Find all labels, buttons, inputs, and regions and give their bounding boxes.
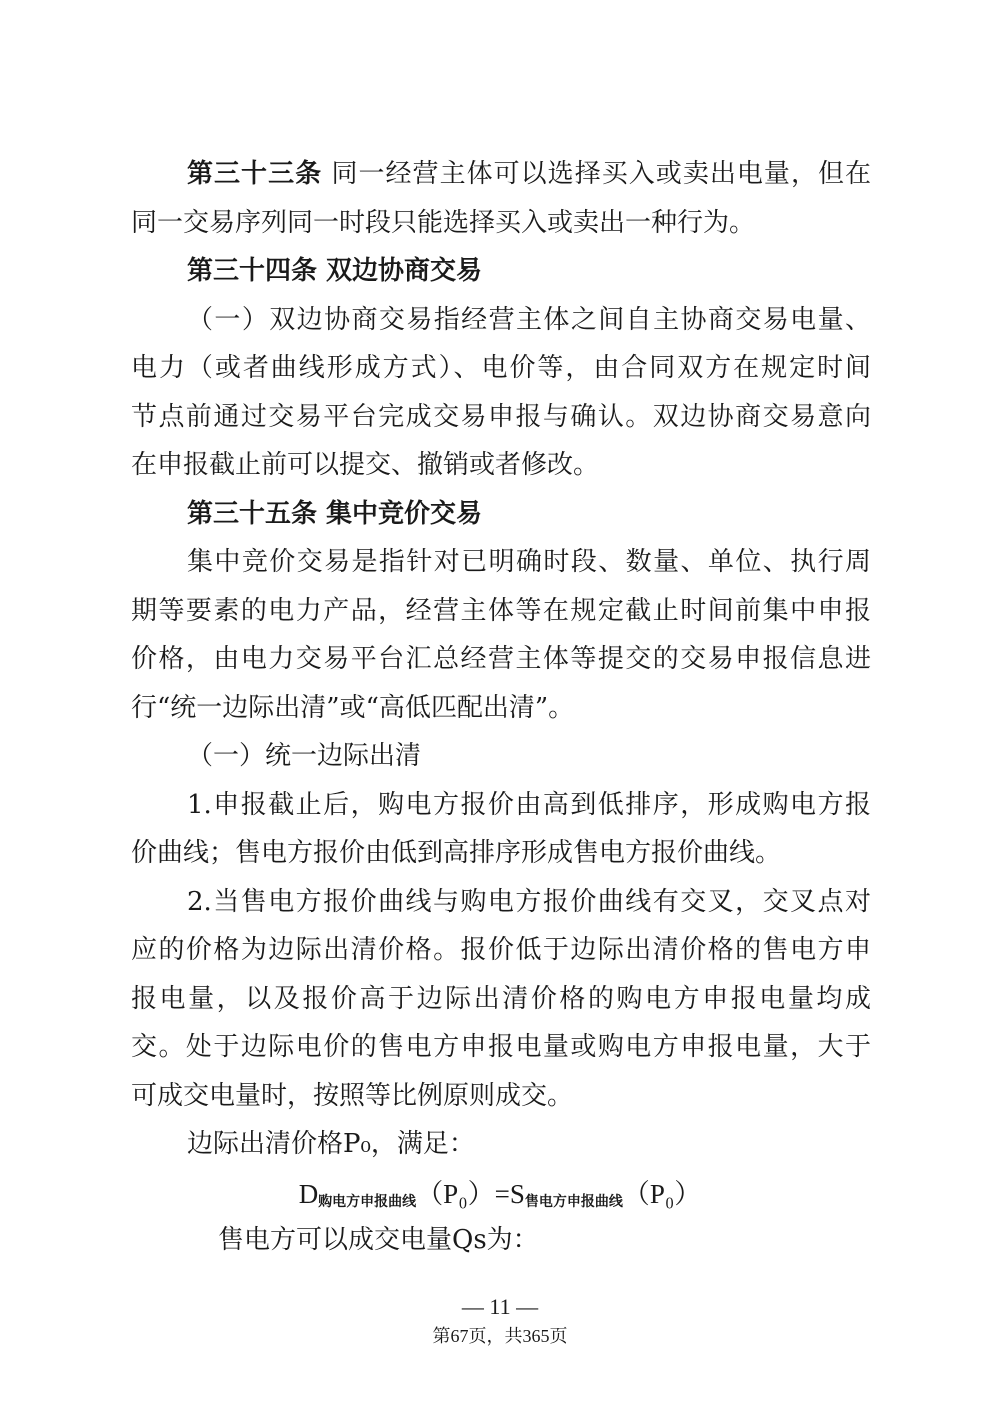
- paragraph-line: [131, 538, 871, 587]
- line-text: 2.当售电方报价曲线与购电方报价曲线有交叉，交叉点对: [187, 886, 871, 917]
- paragraph-line: [131, 732, 871, 781]
- paragraph-line: [131, 199, 871, 248]
- line-text: 电力（或者曲线形成方式）、电价等，由合同双方在规定时间: [131, 353, 871, 383]
- paragraph-line: [131, 829, 871, 878]
- formula-d: D: [298, 1179, 319, 1209]
- formula-middle: （P₀）=S: [416, 1179, 525, 1209]
- paragraph-line: [131, 926, 871, 975]
- paragraph-line: [131, 296, 871, 345]
- line-text: 1.申报截止后，购电方报价由高到低排序，形成购电方报: [187, 789, 871, 820]
- paragraph-line: [131, 1023, 871, 1072]
- formula-end: （P₀）: [622, 1179, 702, 1209]
- article-heading: 第三十五条 集中竞价交易: [187, 498, 483, 529]
- paragraph-line: [131, 635, 871, 684]
- paragraph-line: [131, 247, 871, 296]
- line-text: 同一交易序列同一时段只能选择买入或卖出一种行为。: [131, 207, 756, 238]
- document-body: [131, 150, 871, 1169]
- article-heading: 第三十四条 双边协商交易: [187, 256, 483, 286]
- paragraph-line: 售电方可以成交电量Qs为：: [218, 1225, 539, 1255]
- paragraph-line: [131, 975, 871, 1024]
- paragraph-line: [131, 684, 871, 733]
- line-text: 可成交电量时，按照等比例原则成交。: [131, 1080, 574, 1111]
- paragraph-line: [131, 1120, 871, 1169]
- line-text: 价曲线；售电方报价由低到高排序形成售电方报价曲线。: [131, 838, 782, 868]
- clearing-price-formula: [0, 1172, 1000, 1211]
- line-text: 应的价格为边际出清价格。报价低于边际出清价格的售电方申: [131, 935, 871, 965]
- line-text: 在申报截止前可以提交、撤销或者修改。: [131, 450, 600, 480]
- article-heading: 第三十三条: [187, 159, 323, 189]
- paragraph-line: [131, 344, 871, 393]
- line-text: 同一经营主体可以选择买入或卖出电量，但在: [322, 159, 871, 189]
- line-text: 集中竞价交易是指针对已明确时段、数量、单位、执行周: [187, 547, 871, 577]
- line-text: 报电量，以及报价高于边际出清价格的购电方申报电量均成: [131, 983, 871, 1014]
- paragraph-line: [131, 587, 871, 636]
- paragraph-line: [131, 878, 871, 927]
- page-info: 第67页，共365页: [432, 1326, 568, 1346]
- paragraph-line: [131, 441, 871, 490]
- line-text: 行“统一边际出清”或“高低匹配出清”。: [131, 692, 575, 723]
- line-text: 边际出清价格P₀，满足：: [187, 1129, 475, 1159]
- line-text: 价格，由电力交易平台汇总经营主体等提交的交易申报信息进: [131, 644, 871, 674]
- paragraph-line: [131, 781, 871, 830]
- paragraph-line: [131, 1072, 871, 1121]
- page-number: — 11 —: [461, 1294, 539, 1319]
- line-text: 节点前通过交易平台完成交易申报与确认。双边协商交易意向: [131, 401, 871, 432]
- formula-s-subscript: 售电方申报曲线: [524, 1195, 623, 1210]
- paragraph-line: [131, 393, 871, 442]
- paragraph-line: [131, 490, 871, 539]
- line-text: 交。处于边际电价的售电方申报电量或购电方申报电量，大于: [131, 1032, 871, 1062]
- line-text: （一）统一边际出清: [187, 741, 422, 771]
- line-text: （一）双边协商交易指经营主体之间自主协商交易电量、: [187, 304, 871, 335]
- formula-d-subscript: 购电方申报曲线: [318, 1195, 417, 1210]
- paragraph-line: [131, 150, 871, 199]
- line-text: 期等要素的电力产品，经营主体等在规定截止时间前集中申报: [131, 595, 871, 626]
